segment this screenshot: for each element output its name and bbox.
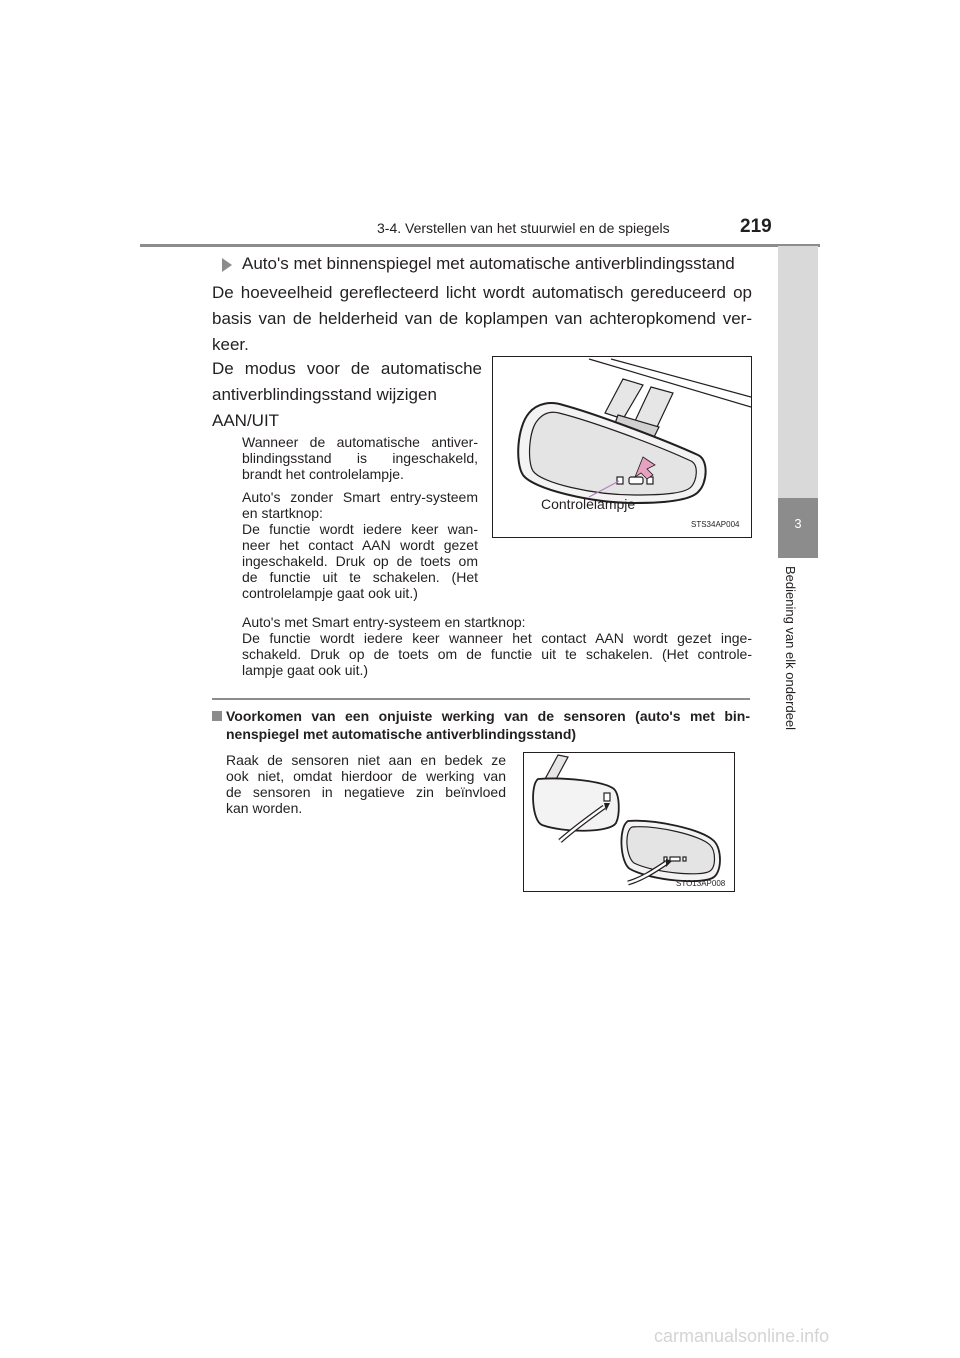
figure-code: STS34AP004 <box>691 520 740 529</box>
square-bullet-icon <box>212 711 222 721</box>
note-line: blindingsstand is ingeschakeld, <box>242 450 478 466</box>
note-line: De functie wordt iedere keer wan- <box>242 521 478 537</box>
section-lead: Auto's met binnenspiegel met automatische antiverblindingsstand <box>242 254 735 273</box>
note-line: neer het contact AAN wordt gezet <box>242 537 478 553</box>
note-line: Auto's zonder Smart entry-systeem <box>242 489 478 505</box>
body-line: Raak de sensoren niet aan en bedek ze <box>226 752 506 768</box>
note-line: de functie uit te schakelen. (Het <box>242 569 478 585</box>
mode-line: De modus voor de automatische <box>212 359 482 378</box>
chapter-label: Bediening van elk onderdeel <box>783 566 798 731</box>
section-title: 3-4. Verstellen van het stuurwiel en de spiegels <box>377 220 670 236</box>
mode-line: antiverblindingsstand wijzigen <box>212 385 437 404</box>
triangle-bullet-icon <box>222 258 232 272</box>
note-line: schakeld. Druk op de toets om de functie uit te schakelen. (Het controle- <box>242 646 752 662</box>
mirror-sensors-illustration <box>524 753 734 891</box>
mode-instruction <box>212 356 482 434</box>
side-tab-background <box>778 246 818 498</box>
paragraph-line: De hoeveelheid gereflecteerd licht wordt automatisch gereduceerd op <box>212 283 752 302</box>
note-without-smart-entry <box>242 489 478 601</box>
subsection-heading <box>226 707 750 743</box>
note-line: brandt het controlelampje. <box>242 466 404 482</box>
paragraph-line: basis van de helderheid van de koplampen van achteropkomend ver- <box>212 309 752 328</box>
note-line: controlelampje gaat ook uit.) <box>242 585 418 601</box>
chapter-number: 3 <box>794 516 802 531</box>
body-line: kan worden. <box>226 800 303 816</box>
note-line: Wanneer de automatische antiver- <box>242 434 478 450</box>
heading-line: Voorkomen van een onjuiste werking van de sensoren (auto's met bin- <box>226 708 750 724</box>
note-indicator <box>242 434 478 482</box>
mirror-indicator-figure <box>492 356 752 538</box>
paragraph-line: keer. <box>212 335 249 354</box>
section-divider <box>212 698 750 700</box>
figure-callout: Controlelampje <box>541 496 636 512</box>
sensor-location-figure <box>523 752 735 892</box>
heading-line: nenspiegel met automatische antiverblindingsstand) <box>226 726 577 742</box>
note-line: ingeschakeld. Druk op de toets om <box>242 553 478 569</box>
figure-code: STO13AP008 <box>676 879 726 888</box>
page-number: 219 <box>740 216 772 237</box>
header-divider <box>140 244 820 247</box>
note-line: en startknop: <box>242 505 323 521</box>
intro-paragraph <box>212 280 752 358</box>
note-line: lampje gaat ook uit.) <box>242 662 369 678</box>
note-line: Auto's met Smart entry-systeem en startknop: <box>242 614 526 630</box>
body-line: ook niet, omdat hierdoor de werking van <box>226 768 506 784</box>
body-line: de sensoren in negatieve zin beïnvloed <box>226 784 506 800</box>
chapter-label-container <box>776 566 820 746</box>
watermark: carmanualsonline.info <box>654 1326 830 1346</box>
note-line: De functie wordt iedere keer wanneer het contact AAN wordt gezet inge- <box>242 630 752 646</box>
sensor-warning-text <box>226 752 506 816</box>
mode-line: AAN/UIT <box>212 411 280 430</box>
note-with-smart-entry <box>242 614 752 678</box>
